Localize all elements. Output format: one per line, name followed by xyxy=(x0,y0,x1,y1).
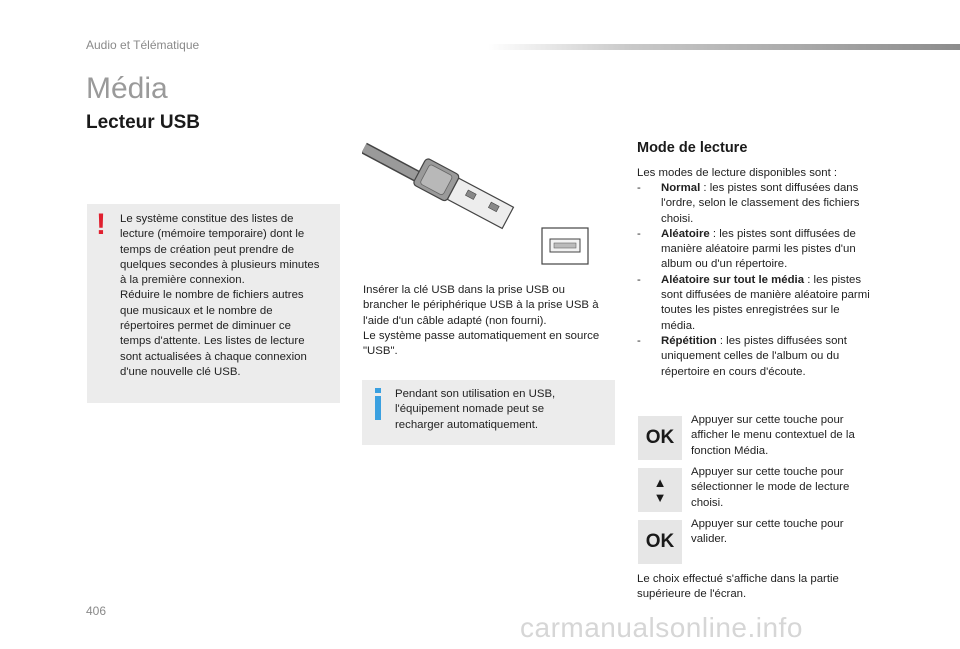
usb-plug-illustration xyxy=(362,140,592,270)
mode-list xyxy=(637,181,887,380)
list-item: - Aléatoire sur tout le média : les pistes sont diffusées de manière aléatoire parmi toutes les pistes enregistrées sur le média. xyxy=(637,273,870,332)
list-item: - Répétition : les pistes diffusées sont uniquement celles de l'album ou du répertoire en cours d'écoute. xyxy=(637,334,847,378)
chapter-label: Audio et Télématique xyxy=(86,38,200,52)
outro-text: Le choix effectué s'affiche dans la partie supérieure de l'écran. xyxy=(637,573,839,601)
up-down-key-icon xyxy=(638,468,682,512)
ok-validate-key-icon: OK xyxy=(638,520,682,564)
list-item: - Normal : les pistes sont diffusées dans l'ordre, selon le classement des fichiers choisi. xyxy=(637,182,860,225)
mode-section-title: Mode de lecture xyxy=(637,140,748,156)
watermark: carmanualsonline.info xyxy=(520,612,803,643)
usb-instructions: Insérer la clé USB dans la prise USB ou brancher le périphérique USB à la prise USB à l'aide d'un câble adapté (non fourni). Le système passe automatiquement en source "USB". xyxy=(363,284,600,358)
ok-key-description: Appuyer sur cette touche pour afficher le menu contextuel de la fonction Média. xyxy=(691,414,855,457)
validate-key-description: Appuyer sur cette touche pour valider. xyxy=(691,518,844,546)
section-title: Lecteur USB xyxy=(86,112,201,133)
ok-key-icon: OK xyxy=(638,416,682,460)
info-icon xyxy=(370,386,386,422)
arrow-key-description: Appuyer sur cette touche pour sélectionner le mode de lecture choisi. xyxy=(691,466,850,509)
page-title: Média xyxy=(86,72,168,105)
arrow-up-icon: ▲ xyxy=(653,475,667,490)
list-item: - Aléatoire : les pistes sont diffusées de manière aléatoire parmi les pistes d'un album ou d'un répertoire. xyxy=(637,227,856,271)
info-text: Pendant son utilisation en USB, l'équipement nomade peut se recharger automatiquement. xyxy=(395,388,556,431)
arrow-down-icon: ▼ xyxy=(653,490,667,505)
header-divider xyxy=(488,44,960,50)
mode-intro: Les modes de lecture disponibles sont : xyxy=(637,167,838,179)
warning-text: Le système constitue des listes de lecture (mémoire temporaire) dont le temps de création peut prendre de quelques secondes à plusieurs minutes à la première connexion. Réduire le nombre de fichiers autres que musicaux et le nombre de répertoires permet de diminuer ce temps d'attente. Les listes de lecture sont actualisées à chaque connexion d'une nouvelle clé USB. xyxy=(120,213,320,378)
warning-icon: ! xyxy=(96,208,106,241)
page-number: 406 xyxy=(86,604,107,618)
